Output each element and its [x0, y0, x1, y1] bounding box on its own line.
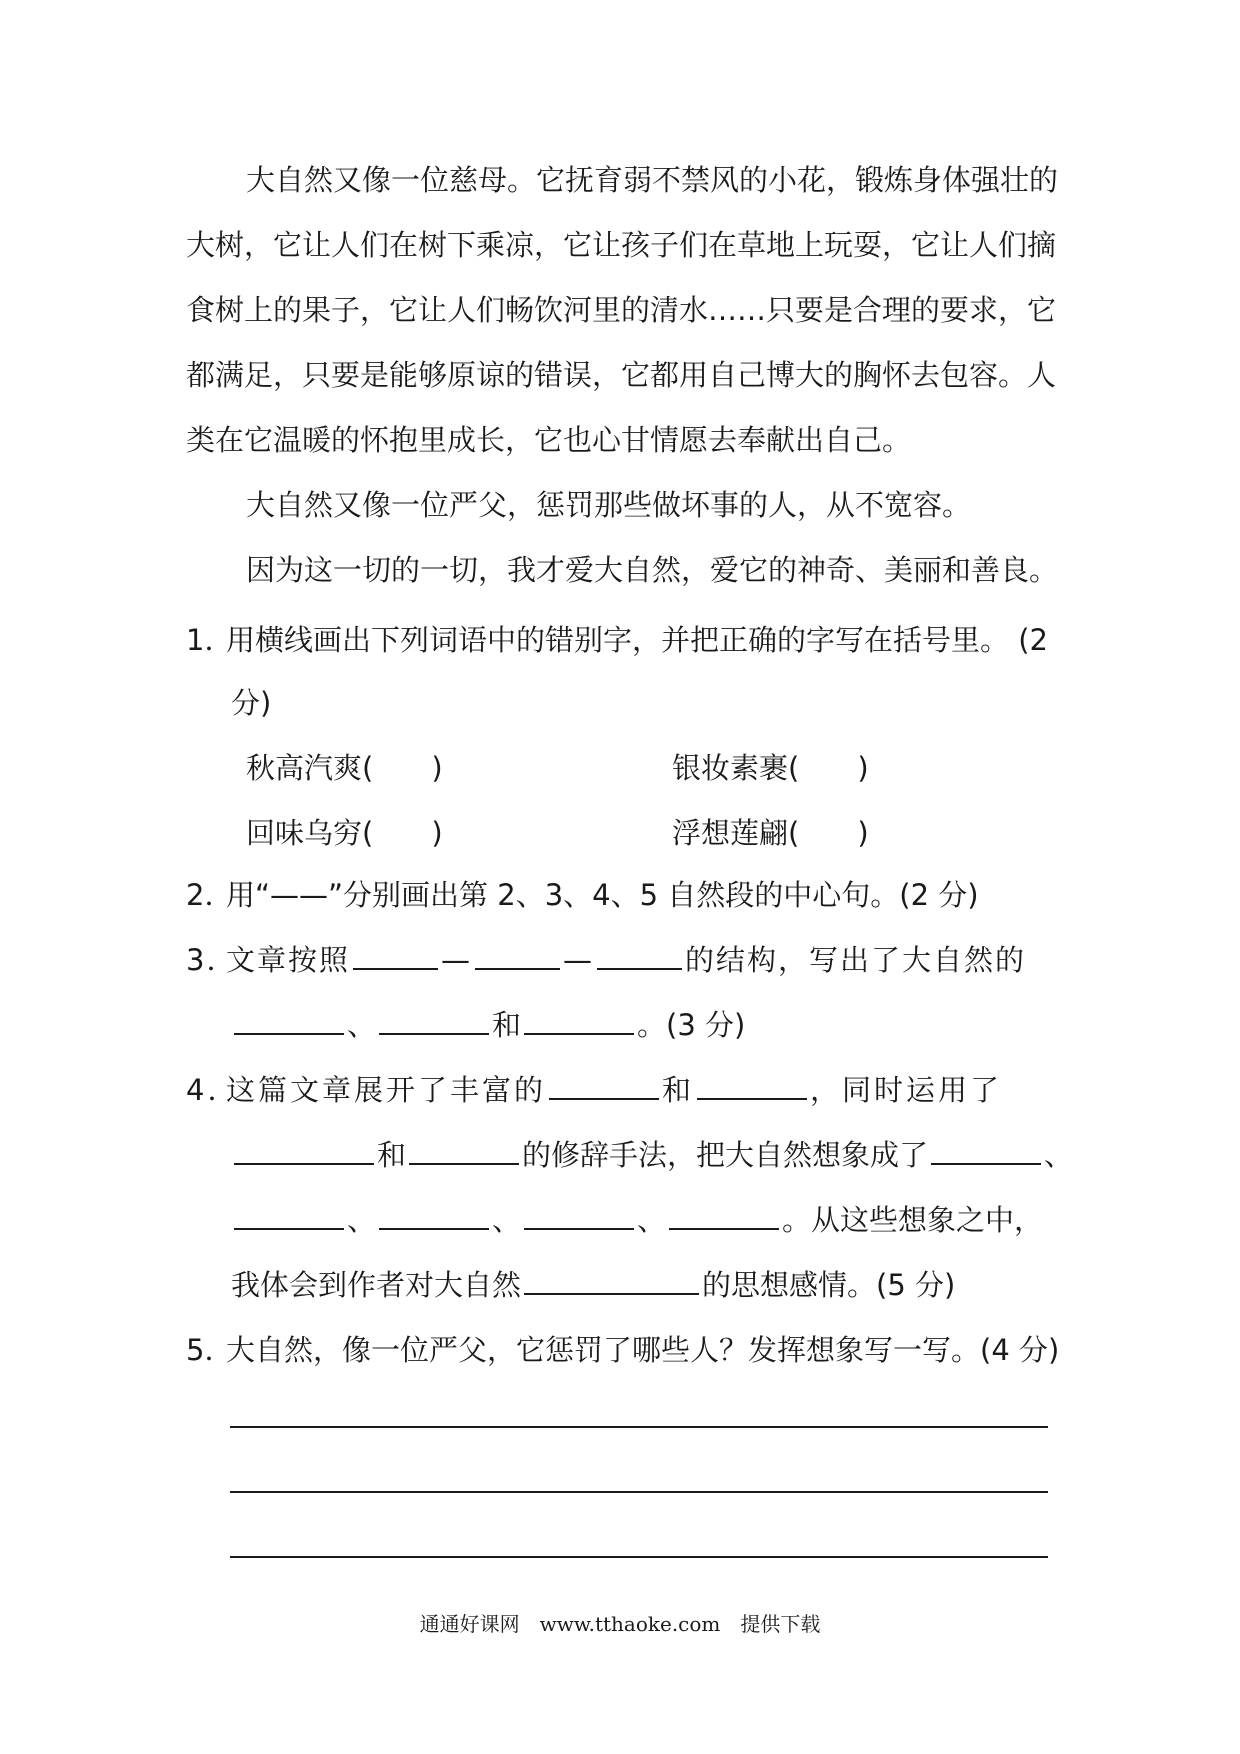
separator: 、	[637, 1203, 667, 1237]
answer-blank[interactable]	[597, 940, 682, 970]
answer-line[interactable]	[230, 1556, 1048, 1558]
answer-blank[interactable]	[234, 1005, 344, 1035]
passage-line: 都满足，只要是能够原谅的错误，它都用自己博大的胸怀去包容。人	[186, 358, 1057, 392]
answer-blank[interactable]	[697, 1070, 807, 1100]
question-number: 4．	[186, 1073, 240, 1107]
separator: 、	[347, 1203, 377, 1237]
answer-blank[interactable]	[524, 1005, 634, 1035]
separator: 和	[492, 1008, 522, 1042]
answer-blank[interactable]	[379, 1005, 489, 1035]
passage-paragraph-2	[186, 473, 1056, 538]
answer-blank[interactable]	[549, 1070, 659, 1100]
answer-blank[interactable]	[524, 1265, 699, 1295]
answer-blank[interactable]	[475, 940, 560, 970]
question-text: 这篇文章展开了丰富的	[226, 1073, 547, 1107]
passage-line: 食树上的果子，它让人们畅饮河里的清水……只要是合理的要求，它	[186, 293, 1057, 327]
separator: 、	[347, 1008, 377, 1042]
answer-blank[interactable]	[353, 940, 438, 970]
question-text: 我体会到作者对大自然	[231, 1268, 522, 1302]
passage-line: 大自然又像一位慈母。它抚育弱不禁风的小花，锻炼身体强壮的	[246, 163, 1059, 197]
footer-text: 通通好课网 www.tthaoke.com 提供下载	[419, 1612, 821, 1636]
passage-line: 大树，它让人们在树下乘凉，它让孩子们在草地上玩耍，它让人们摘	[186, 228, 1057, 262]
question-text: 的结构，写出了大自然的	[685, 943, 1027, 977]
separator: 、	[1044, 1138, 1074, 1172]
word-item: 浮想莲翩( )	[672, 816, 869, 850]
answer-blank[interactable]	[409, 1135, 519, 1165]
answer-blank[interactable]	[234, 1135, 374, 1165]
question-text: 用“——”分别画出第 2、3、4、5 自然段的中心句。(2 分)	[226, 878, 979, 912]
answer-line[interactable]	[230, 1491, 1048, 1493]
question-text: 。从这些想象之中，	[782, 1203, 1044, 1237]
separator: —	[563, 943, 595, 977]
passage-line: 类在它温暖的怀抱里成长，它也心甘情愿去奉献出自己。	[186, 423, 912, 457]
separator: 和	[662, 1073, 695, 1107]
question-text: 文章按照	[226, 943, 351, 977]
question-number: 1．	[186, 623, 234, 657]
passage-paragraph-3	[186, 538, 1059, 603]
passage-line: 因为这一切的一切，我才爱大自然，爱它的神奇、美丽和善良。	[246, 553, 1059, 587]
separator: 和	[377, 1138, 407, 1172]
question-text: 用横线画出下列词语中的错别字，并把正确的字写在括号里。 (2	[226, 623, 1048, 657]
separator: 、	[492, 1203, 522, 1237]
word-item: 银妆素裹( )	[672, 751, 869, 785]
score-text: 的思想感情。(5 分)	[702, 1268, 956, 1302]
answer-blank[interactable]	[669, 1200, 779, 1230]
question-number: 2．	[186, 878, 234, 912]
word-item: 秋高汽爽( )	[246, 751, 443, 785]
question-text: 的修辞手法，把大自然想象成了	[522, 1138, 929, 1172]
answer-blank[interactable]	[524, 1200, 634, 1230]
question-text-continued: 分)	[231, 686, 272, 720]
question-number: 5．	[186, 1333, 234, 1367]
separator: —	[441, 943, 473, 977]
passage-line: 大自然又像一位严父，惩罚那些做坏事的人，从不宽容。	[246, 488, 972, 522]
answer-blank[interactable]	[234, 1200, 344, 1230]
score-text: 。(3 分)	[637, 1008, 746, 1042]
question-text: 大自然，像一位严父，它惩罚了哪些人？发挥想象写一写。(4 分)	[226, 1333, 1060, 1367]
word-item: 回味乌穷( )	[246, 816, 443, 850]
answer-blank[interactable]	[379, 1200, 489, 1230]
passage-paragraph-1	[186, 148, 1059, 473]
answer-blank[interactable]	[931, 1135, 1041, 1165]
question-number: 3．	[186, 943, 238, 977]
answer-line[interactable]	[230, 1426, 1048, 1428]
question-text: ，同时运用了	[810, 1073, 1003, 1107]
